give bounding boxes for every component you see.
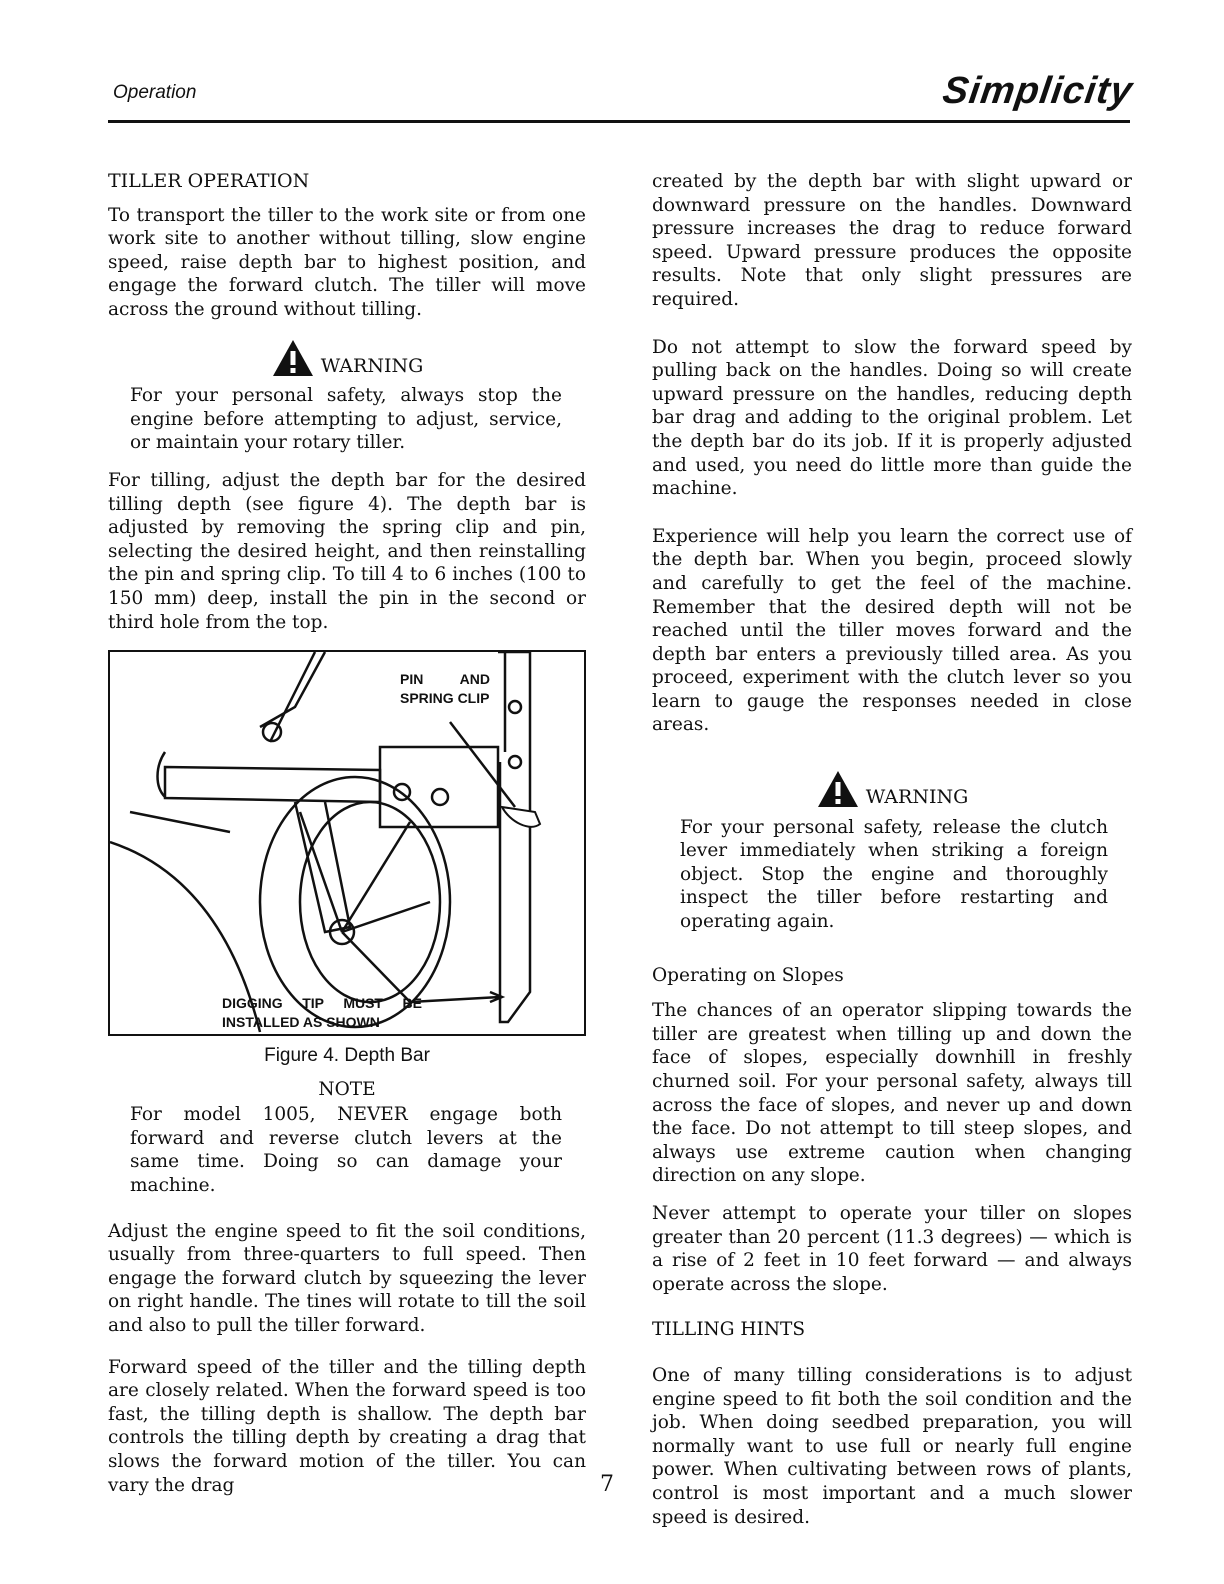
tilling-hints-paragraph: One of many tilling considerations is to adjust engine speed to fit both the soil condition and the job. When doing seedbed preparation, you will normally want to use full or nearly full engine power. When cultivating between rows of plants, control is most important and a much slower speed is desired. — [652, 1364, 1132, 1528]
warning-title-1: WARNING — [320, 354, 424, 377]
forward-speed-paragraph: Forward speed of the tiller and the tilling depth are closely related. When the forward speed is too fast, the tilling depth is shallow. The depth bar controls the tilling depth by creating a drag that slows the forward motion of the tiller. You can vary the drag — [108, 1356, 586, 1496]
warning-header-2 — [652, 769, 1132, 810]
page-number: 7 — [600, 1472, 614, 1497]
left-column — [108, 170, 586, 1511]
slopes-paragraph: The chances of an operator slipping towards the tiller are greatest when tilling up and down the face of slopes, especially downhill in freshly churned soil. For your personal safety, always till across the face of slopes, and never up and down the face. Do not attempt to till steep slopes, and always use extreme caution when changing direction on any slope. — [652, 1000, 1132, 1187]
digging-tip-label: DIGGING TIP MUST BE INSTALLED AS SHOWN — [222, 995, 422, 1031]
brand-logo: Simplicity — [939, 70, 1136, 112]
header-rule — [108, 120, 1130, 123]
depth-bar-illustration — [110, 652, 584, 1034]
warning-text-2: For your personal safety, release the clutch lever immediately when striking a foreign object. Stop the engine and thoroughly inspect the tiller before restarting and operating again. — [680, 816, 1108, 933]
drag-continuation-paragraph: created by the depth bar with slight upward or downward pressure on the handles. Downward pressure increases the drag to reduce forward speed. Upward pressure produces the opposite results. Note that only slight pressures are required. — [652, 171, 1132, 310]
warning-header-1 — [108, 338, 586, 379]
note-text: For model 1005, NEVER engage both forward and reverse clutch levers at the same time. Doing so can damage your machine. — [130, 1104, 562, 1197]
warning-title-2: WARNING — [865, 786, 969, 809]
right-column — [652, 170, 1132, 1543]
transport-paragraph: To transport the tiller to the work site or from one work site to another without tilling, slow engine speed, raise depth bar to highest position, and engage the forward clutch. The tiller will move across the ground without tilling. — [108, 204, 586, 320]
tilling-depth-paragraph: For tilling, adjust the depth bar for the desired tilling depth (see figure 4). The depth bar is adjusted by removing the spring clip and pin, selecting the desired height, and then reinstalling the pin and spring clip. To till 4 to 6 inches (100 to 150 mm) deep, install the pin in the second or third hole from the top. — [108, 469, 586, 633]
section-title: Operation — [113, 82, 197, 103]
warning-icon — [816, 769, 860, 809]
depth-bar-figure — [108, 650, 586, 1036]
tilling-hints-heading: TILLING HINTS — [652, 1319, 806, 1341]
figure-caption: Figure 4. Depth Bar — [264, 1045, 430, 1067]
slopes-heading: Operating on Slopes — [652, 964, 844, 986]
warning-icon — [271, 338, 315, 378]
pulling-back-paragraph: Do not attempt to slow the forward speed by pulling back on the handles. Doing so will create upward pressure on the handles, reducing depth bar drag and adding to the original problem. Let the depth bar do its job. If it is properly adjusted and used, you need do little more than guide the machine. — [652, 336, 1132, 500]
slope-limit-paragraph: Never attempt to operate your tiller on slopes greater than 20 percent (11.3 degrees) — which is a rise of 2 feet in 10 feet forward — and always operate across the slope. — [652, 1202, 1132, 1295]
warning-text-1: For your personal safety, always stop the engine before attempting to adjust, service, or maintain your rotary tiller. — [130, 385, 562, 454]
note-title: NOTE — [318, 1078, 376, 1100]
engine-speed-paragraph: Adjust the engine speed to fit the soil conditions, usually from three-quarters to full speed. Then engage the forward clutch by squeezing the lever on right handle. The tines will rotate to till the soil and also to pull the tiller forward. — [108, 1220, 586, 1337]
pin-and-spring-clip-label: PIN AND SPRING CLIP — [400, 671, 490, 707]
tiller-operation-heading: TILLER OPERATION — [108, 170, 310, 192]
experience-paragraph: Experience will help you learn the correct use of the depth bar. When you begin, proceed slowly and carefully to get the feel of the machine. Remember that the desired depth will not be reached until the tiller moves forward and the depth bar enters a previously tilled area. As you proceed, experiment with the clutch lever so you learn to gauge the responses needed in close areas. — [652, 525, 1132, 736]
